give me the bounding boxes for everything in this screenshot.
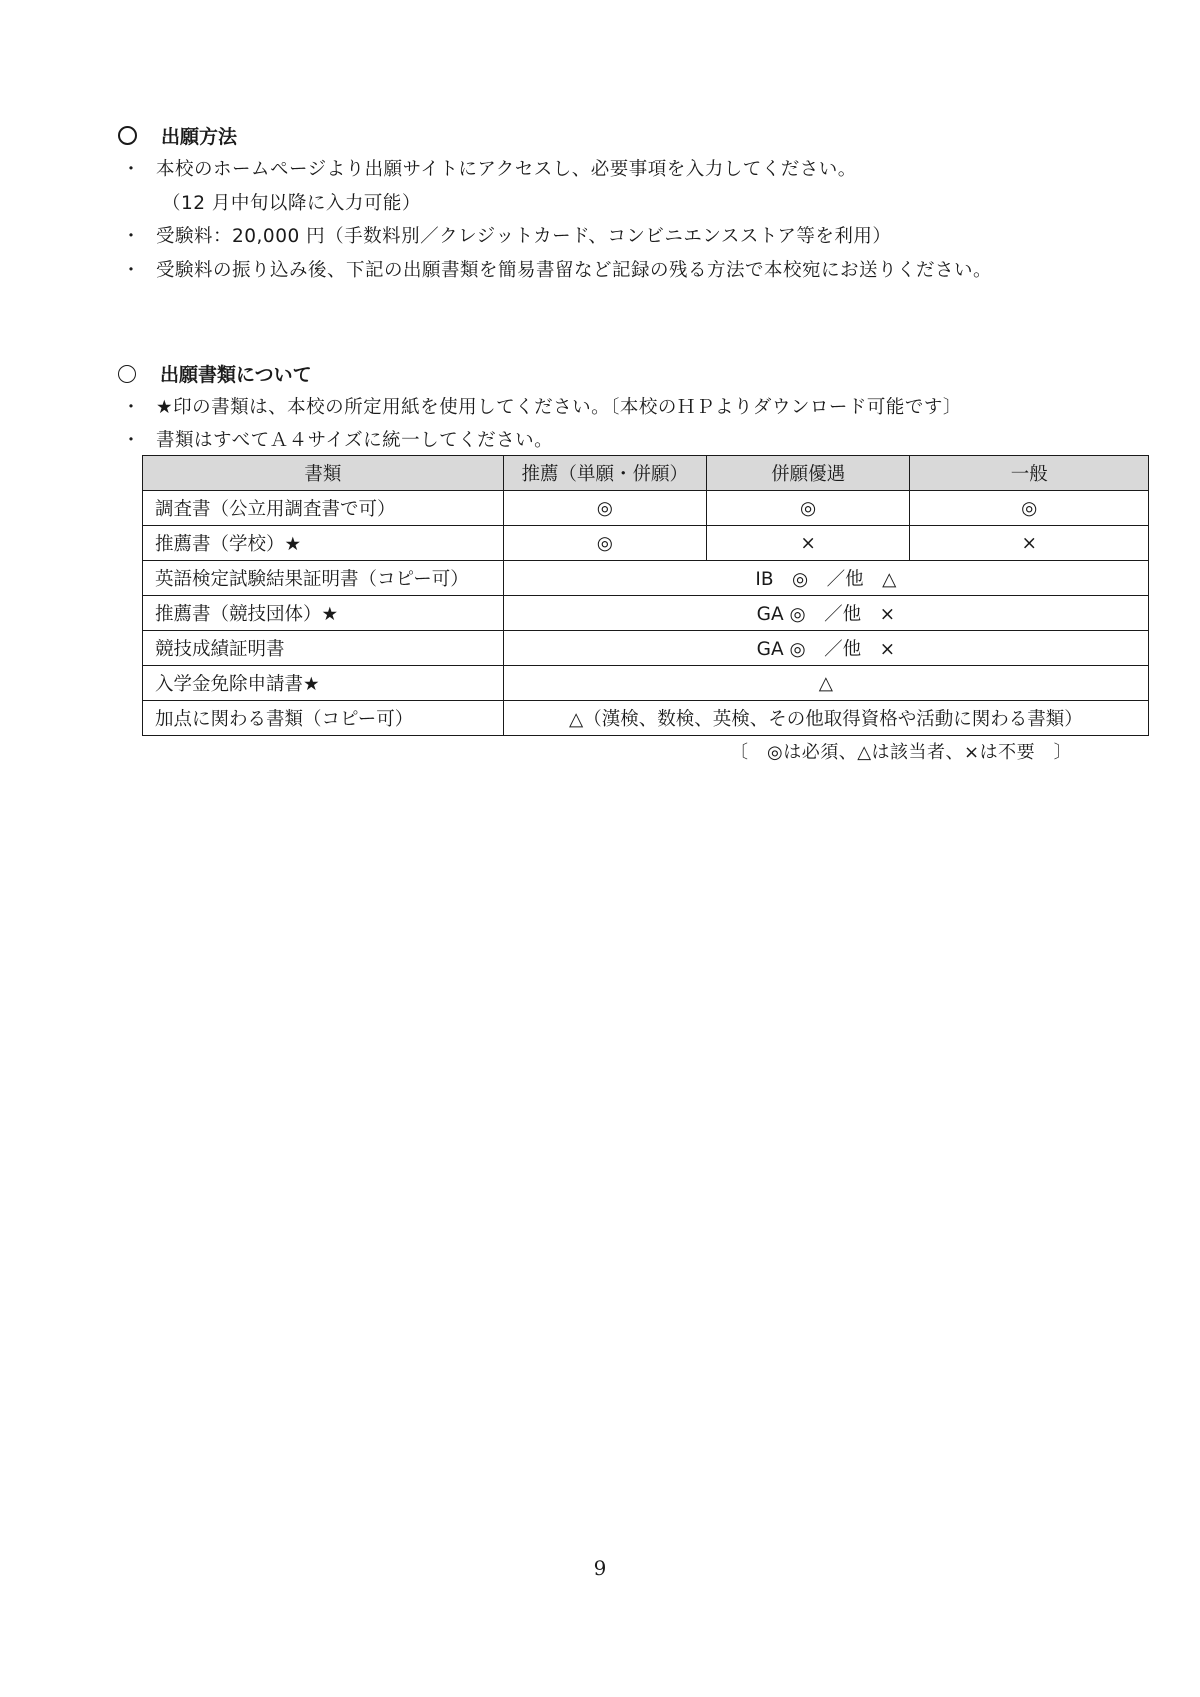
table-legend: 〔 ◎は必須、△は該当者、×は不要 〕 — [730, 742, 1073, 763]
table-row — [143, 666, 1149, 701]
list-item-text: ★印の書類は、本校の所定用紙を使用してください。〔本校のＨＰよりダウンロード可能です〕 — [156, 397, 962, 418]
list-item-text: 書類はすべてＡ４サイズに統一してください。 — [156, 430, 554, 451]
list-item — [122, 222, 891, 248]
requirement-merged-cell: GA ◎ ／他 × — [503, 596, 1148, 631]
requirement-cell: ◎ — [706, 491, 910, 526]
sub-note: （12 月中旬以降に入力可能） — [162, 193, 421, 214]
bullet-dot-icon: ・ — [122, 260, 141, 281]
document-name: 加点に関わる書類（コピー可） — [143, 701, 504, 736]
section-heading-application-method — [118, 122, 237, 149]
table-header-row — [143, 456, 1149, 491]
header-preferential: 併願優遇 — [706, 456, 910, 491]
document-name: 推薦書（学校）★ — [143, 526, 504, 561]
section-heading-application-documents — [118, 360, 312, 387]
requirement-merged-cell: △（漢検、数検、英検、その他取得資格や活動に関わる書類） — [503, 701, 1148, 736]
requirement-merged-cell: GA ◎ ／他 × — [503, 631, 1148, 666]
list-item — [122, 393, 962, 419]
requirement-cell: × — [910, 526, 1149, 561]
bullet-dot-icon: ・ — [122, 226, 141, 247]
circle-bullet-icon — [118, 126, 137, 145]
list-item — [122, 426, 553, 452]
document-name: 競技成績証明書 — [143, 631, 504, 666]
table-row — [143, 596, 1149, 631]
document-name: 英語検定試験結果証明書（コピー可） — [143, 561, 504, 596]
document-name: 入学金免除申請書★ — [143, 666, 504, 701]
circle-bullet-icon — [118, 365, 136, 383]
list-item — [122, 155, 857, 181]
requirement-merged-cell: IB ◎ ／他 △ — [503, 561, 1148, 596]
table-row — [143, 701, 1149, 736]
list-item-text: 受験料：20,000 円（手数料別／クレジットカード、コンビニエンスストア等を利用） — [156, 226, 892, 247]
header-general: 一般 — [910, 456, 1149, 491]
bullet-dot-icon: ・ — [122, 159, 141, 180]
document-name: 推薦書（競技団体）★ — [143, 596, 504, 631]
table-row — [143, 561, 1149, 596]
section-heading-label: 出願方法 — [161, 126, 238, 148]
bullet-dot-icon: ・ — [122, 430, 141, 451]
section-heading-label: 出願書類について — [160, 364, 312, 386]
list-item-text: 受験料の振り込み後、下記の出願書類を簡易書留など記録の残る方法で本校宛にお送りください。 — [156, 260, 993, 281]
list-item — [122, 256, 992, 282]
page-number: 9 — [593, 1556, 607, 1580]
requirement-cell: ◎ — [503, 491, 706, 526]
requirement-merged-cell: △ — [503, 666, 1148, 701]
bullet-dot-icon: ・ — [122, 397, 141, 418]
table-row — [143, 631, 1149, 666]
table-row — [143, 491, 1149, 526]
table-row — [143, 526, 1149, 561]
header-recommendation: 推薦（単願・併願） — [503, 456, 706, 491]
list-item-text: 本校のホームページより出願サイトにアクセスし、必要事項を入力してください。 — [156, 159, 857, 180]
header-documents: 書類 — [143, 456, 504, 491]
documents-table — [142, 455, 1149, 736]
requirement-cell: ◎ — [503, 526, 706, 561]
requirement-cell: × — [706, 526, 910, 561]
document-name: 調査書（公立用調査書で可） — [143, 491, 504, 526]
requirement-cell: ◎ — [910, 491, 1149, 526]
